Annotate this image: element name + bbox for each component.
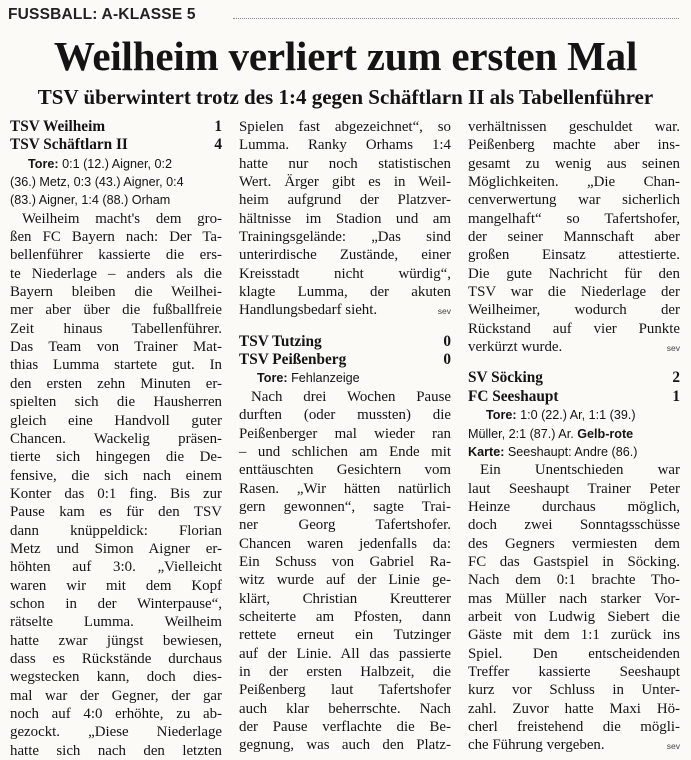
report-line: rätselte Lumma. Weilheim	[10, 614, 222, 631]
report-line: Das Team von Trainer Mat-	[10, 339, 222, 356]
report-line: Ein Schuss von Gabriel Ra-	[239, 553, 451, 570]
report-line: durften (oder mussten) die	[239, 407, 451, 424]
scorers-block	[468, 406, 680, 461]
headline: Weilheim verliert zum ersten Mal	[53, 33, 638, 79]
report-line: hatte nur noch statistischen	[239, 155, 451, 172]
card-label: Gelb-rote	[577, 426, 634, 441]
report-line: großen Einsatz attestierte.	[468, 247, 680, 264]
home-team-name: TSV Weilheim	[10, 118, 106, 135]
report-line: klagte Lumma, der akuten	[239, 284, 451, 301]
column-1	[10, 118, 222, 760]
away-team-score: 1	[672, 387, 680, 405]
scorers-text: (36.) Metz, 0:3 (43.) Aigner, 0:4	[10, 175, 184, 190]
away-team-name: TSV Schäftlarn II	[10, 136, 128, 154]
scorers-line	[257, 369, 451, 387]
report-line: dass es Rückstände durchaus	[10, 650, 222, 667]
report-line: hatte sich nach den letzten	[10, 742, 222, 759]
report-line: rettete erneut ein Tutzinger	[239, 627, 451, 644]
report-line: tierte sich hingegen die De-	[10, 449, 222, 466]
report-line: auch klar beherrschte. Nach	[239, 700, 451, 717]
report-line: Chancen. Wackelig präsen-	[10, 430, 222, 447]
report-line: mal war der Gegner, der gar	[10, 687, 222, 704]
report-line: Wert. Ärger gibt es in Weil-	[239, 174, 451, 191]
report-line: TSV war die Niederlage der	[468, 284, 680, 301]
scorers-label: Tore:	[257, 371, 288, 386]
report-line: Pause kam es für den TSV	[10, 504, 222, 521]
report-line: Gäste mit dem 1:1 zurück ins	[468, 627, 680, 644]
report-line: enttäuschten Gesichtern vom	[239, 462, 451, 479]
report-line: Kreisstadt nicht würdig“,	[239, 265, 451, 282]
report-line: ßen FC Bayern nach: Der Ta-	[10, 229, 222, 246]
report-line: Peißenberger mal wieder ran	[239, 425, 451, 442]
report-text: verkürzt wurde.	[468, 339, 563, 356]
scorers-text: Fehlanzeige	[291, 371, 360, 386]
scorers-line	[468, 425, 680, 443]
home-team-name: SV Söcking	[468, 369, 543, 387]
section-kicker: FUSSBALL: A-KLASSE 5	[8, 6, 196, 23]
report-line: mas Müller nach starker Vor-	[468, 590, 680, 607]
scorers-text: 1:0 (22.) Ar, 1:1 (39.)	[520, 408, 636, 423]
home-team-score: 2	[672, 369, 680, 387]
report-text: Handlungsbedarf sieht.	[239, 302, 378, 319]
report-line: klärt, Christian Kreutterer	[239, 590, 451, 607]
report-line: arbeit von Ludwig Siebert die	[468, 608, 680, 625]
subheadline: TSV überwintert trotz des 1:4 gegen Schäftlarn II als Tabellenführer	[37, 85, 654, 109]
report-line: wegstecken kann, doch dies-	[10, 669, 222, 686]
team-row	[239, 351, 451, 369]
column-2	[239, 118, 451, 755]
report-line: Nach drei Wochen Pause	[251, 388, 451, 405]
report-line: doch zwei Sonntagsschüsse	[468, 517, 680, 534]
team-row	[10, 136, 222, 154]
report-line: Bayern bleiben die Weilhei-	[10, 284, 222, 301]
author-tag: sev	[666, 343, 680, 354]
report-line: dann knüppeldick: Florian	[10, 522, 222, 539]
report-line: Lumma. Ranky Orhams 1:4	[239, 137, 451, 154]
report-line: Ein Unentschieden war	[480, 462, 680, 479]
report-line: verhältnissen geschuldet war.	[468, 119, 680, 135]
report-line: mangelhaft“ so Tafertshofer,	[468, 210, 680, 227]
report-line: bellenführer kassierte die ers-	[10, 247, 222, 264]
spacer	[239, 320, 451, 333]
home-team-score: 0	[443, 332, 451, 350]
report-line: scheiterte am Pfosten, dann	[239, 608, 451, 625]
scorers-line	[10, 173, 222, 191]
report-line: Rückstand auf vier Punkte	[468, 320, 680, 337]
report-line: Die gute Nachricht für den	[468, 265, 680, 282]
report-line: Treffer kassierte Seeshaupt	[468, 663, 680, 680]
scorers-block	[10, 155, 222, 210]
report-line: den ersten zehn Minuten er-	[10, 375, 222, 392]
column-3	[468, 118, 680, 755]
kicker-dotted-rule	[233, 18, 679, 19]
report-line: hältnisse im Stadion und am	[239, 210, 451, 227]
scorers-line	[486, 406, 680, 424]
report-line: witz wurde auf der Linie ge-	[239, 572, 451, 589]
report-line: thias Lumma startete gut. In	[10, 357, 222, 374]
team-row	[468, 369, 680, 387]
report-line: gezockt. „Diese Niederlage	[10, 724, 222, 741]
report-line: Peißenberg laut Tafertshofer	[239, 682, 451, 699]
home-team-score: 1	[214, 118, 222, 135]
card-text: Seeshaupt: Andre (86.)	[507, 444, 638, 459]
report-line: gesamt zu wenig aus seinen	[468, 155, 680, 172]
away-team-score: 4	[214, 136, 222, 154]
away-team-name: FC Seeshaupt	[468, 387, 559, 405]
report-line: hatte zwar jüngst bewiesen,	[10, 632, 222, 649]
scorers-text: 0:1 (12.) Aigner, 0:2	[62, 156, 172, 171]
card-line	[468, 443, 680, 461]
report-line: Spielen fast abgezeichnet“, so	[239, 119, 451, 135]
report-line: spielten sich die Hausherren	[10, 394, 222, 411]
report-line: der seiner Mannschaft aber	[468, 229, 680, 246]
team-row	[468, 388, 680, 406]
report-line: in der ersten Halbzeit, die	[239, 663, 451, 680]
author-tag: sev	[666, 741, 680, 752]
report-line: höhten auf 3:0. „Vielleicht	[10, 559, 222, 576]
report-line: Zeit hinaus Tabellenführer.	[10, 320, 222, 337]
home-team-name: TSV Tutzing	[239, 332, 322, 350]
report-line: Spiel. Den entscheidenden	[468, 645, 680, 662]
report-line: waren wir mit dem Kopf	[10, 577, 222, 594]
scorers-block	[239, 369, 451, 387]
report-line: laut Seeshaupt Trainer Peter	[468, 480, 680, 497]
report-line: Rasen. „Wir hätten natürlich	[239, 480, 451, 497]
author-tag: sev	[437, 306, 451, 317]
report-line	[239, 301, 451, 319]
report-line: fensive, die sich nach einem	[10, 467, 222, 484]
report-line: te Niederlage – anders als die	[10, 265, 222, 282]
report-line: mer aber über die fußballfreie	[10, 302, 222, 319]
report-line	[468, 338, 680, 356]
scorers-label: Tore:	[28, 156, 59, 171]
report-line: schon in der Winterpause“,	[10, 595, 222, 612]
away-team-name: TSV Peißenberg	[239, 351, 347, 369]
report-line: – und schlichen am Ende mit	[239, 443, 451, 460]
report-line: der Pause verflachte die Be-	[239, 719, 451, 735]
report-line: ner Georg Tafertshofer.	[239, 517, 451, 534]
scorers-text: Müller, 2:1 (87.) Ar.	[468, 426, 574, 441]
team-row	[10, 118, 222, 136]
report-line: gleich eine Handvoll guter	[10, 412, 222, 429]
team-row	[239, 333, 451, 351]
report-line	[468, 736, 680, 754]
report-line: cherl freistehend die mögli-	[468, 719, 680, 735]
report-line: Trainingsgelände: „Das sind	[239, 229, 451, 246]
report-line: unterirdische Zustände, einer	[239, 247, 451, 264]
spacer	[468, 356, 680, 369]
article	[8, 6, 683, 759]
report-line: gern gewonnen“, sagte Trai-	[239, 498, 451, 515]
report-line: des Gegners vermiesten dem	[468, 535, 680, 552]
report-line: noch auf 4:0 erhöhte, zu ab-	[10, 706, 222, 722]
report-text: che Führung vergeben.	[468, 737, 605, 754]
scorers-text: (83.) Aigner, 1:4 (88.) Orham	[10, 193, 171, 208]
scorers-line	[10, 191, 222, 209]
report-line: zahl. Zuvor hatte Maxi Hö-	[468, 700, 680, 717]
scorers-label: Tore:	[486, 408, 517, 423]
report-line: Weilheim macht's dem gro-	[22, 210, 222, 227]
scorers-line	[28, 155, 222, 173]
report-line: Möglichkeiten. „Die Chan-	[468, 174, 680, 191]
card-label: Karte:	[468, 444, 505, 459]
report-line: Chancen waren jedenfalls da:	[239, 535, 451, 552]
report-line: kurz vor Schluss in Unter-	[468, 682, 680, 699]
report-line: Weilheimer, wodurch der	[468, 302, 680, 319]
report-line: auf der Linie. All das passierte	[239, 645, 451, 662]
report-line: Konter das 0:1 fing. Bis zur	[10, 485, 222, 502]
away-team-score: 0	[443, 351, 451, 369]
report-line: cenverwertung war sicherlich	[468, 192, 680, 209]
report-line: Heinze durchaus möglich,	[468, 498, 680, 515]
report-line: Metz und Simon Aigner er-	[10, 540, 222, 557]
report-line: Peißenberg machte aber ins-	[468, 137, 680, 154]
report-line: gegnung, was auch den Platz-	[239, 737, 451, 754]
report-line: FC das Gastspiel in Söcking.	[468, 553, 680, 570]
report-line: Nach dem 0:1 brachte Tho-	[468, 572, 680, 589]
report-line: heim aufgrund der Platzver-	[239, 192, 451, 209]
